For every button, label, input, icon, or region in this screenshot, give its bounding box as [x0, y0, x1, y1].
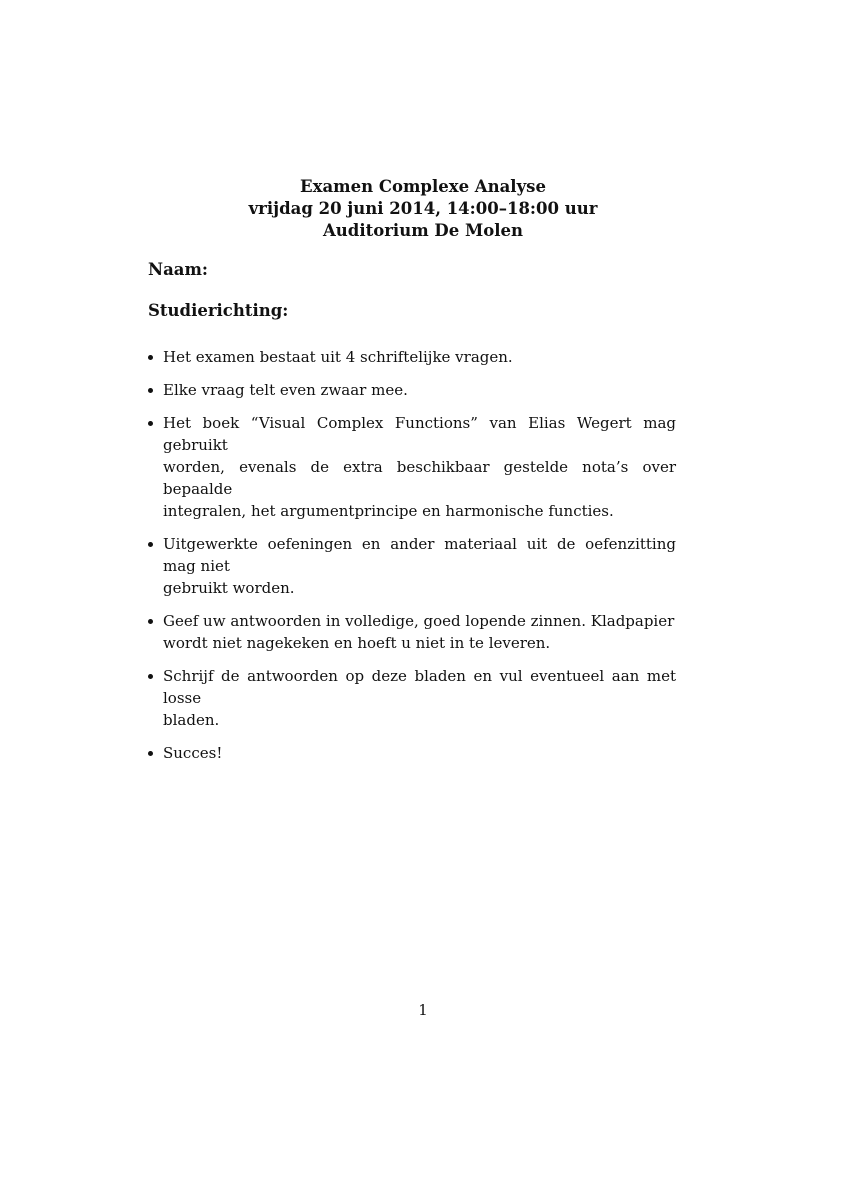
list-item-text: Elke vraag telt even zwaar mee. — [163, 381, 408, 399]
list-item-text: gebruikt worden. — [163, 579, 295, 597]
bullet-icon — [148, 542, 153, 547]
page-number: 1 — [418, 1001, 428, 1019]
list-item-text: wordt niet nagekeken en hoeft u niet in te leveren. — [163, 634, 551, 652]
list-item — [148, 346, 676, 368]
list-item-text: Het boek “Visual Complex Functions” van Elias Wegert mag gebruikt — [163, 414, 676, 454]
bullet-icon — [148, 355, 153, 360]
list-item — [148, 742, 676, 764]
exam-location: Auditorium De Molen — [323, 221, 523, 240]
program-label: Studierichting: — [148, 301, 289, 320]
list-item — [148, 379, 676, 401]
list-item-text: Succes! — [163, 744, 223, 762]
list-item-text: Geef uw antwoorden in volledige, goed lopende zinnen. Kladpapier — [163, 612, 675, 630]
exam-title: Examen Complexe Analyse — [300, 177, 546, 196]
list-item-text: Schrijf de antwoorden op deze bladen en vul eventueel aan met losse — [163, 667, 676, 707]
list-item — [148, 533, 676, 599]
bullet-icon — [148, 421, 153, 426]
exam-date: vrijdag 20 juni 2014, 14:00–18:00 uur — [248, 199, 598, 218]
list-item-text: bladen. — [163, 711, 220, 729]
list-item-text: Het examen bestaat uit 4 schriftelijke vragen. — [163, 348, 513, 366]
bullet-icon — [148, 751, 153, 756]
list-item-text: worden, evenals de extra beschikbaar gestelde nota’s over bepaalde — [163, 458, 676, 498]
list-item — [148, 610, 676, 654]
list-item — [148, 412, 676, 522]
name-label: Naam: — [148, 260, 209, 279]
bullet-icon — [148, 674, 153, 679]
exam-header — [0, 176, 846, 242]
list-item-text: Uitgewerkte oefeningen en ander materiaal uit de oefenzitting mag niet — [163, 535, 676, 575]
bullet-icon — [148, 619, 153, 624]
list-item-text: integralen, het argumentprincipe en harmonische functies. — [163, 502, 614, 520]
instructions-list — [148, 346, 676, 764]
list-item — [148, 665, 676, 731]
bullet-icon — [148, 388, 153, 393]
